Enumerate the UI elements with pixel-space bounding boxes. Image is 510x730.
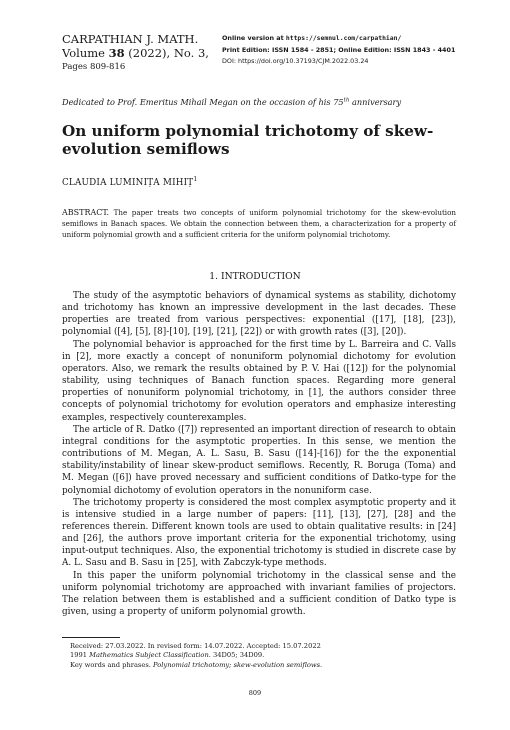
paragraph: The article of R. Datko ([7]) represented an important direction of research to obtain integral conditions for the asymptotic properties. In this sense, we mention the contributions of M. Megan, A. L. Sasu, B. Sasu ([14]-[16]) for the the exponential stability/instability of linear skew-product semiflows. Recently, R. Boruga (Toma) and M. Megan ([6]) have proved necessary and sufficient conditions of Datko-type for the polynomial dichotomy of evolution operators in the nonuniform case. (62, 424, 456, 496)
body-text (62, 290, 456, 618)
section-heading: 1. INTRODUCTION (209, 271, 301, 282)
abstract-label: ABSTRACT. (62, 208, 110, 217)
received-dates: Received: 27.03.2022. In revised form: 14.07.2022. Accepted: 15.07.2022 (70, 642, 321, 650)
author: CLAUDIA LUMINIȚA MIHIȚ$^1$ (62, 176, 198, 188)
journal-volume: Volume 38 (2022), No. 3, (62, 46, 209, 60)
journal-pages: Pages 809-816 (62, 62, 126, 72)
publication-info (222, 33, 455, 68)
keywords: Key words and phrases. Polynomial trichotomy; skew-evolution semiflows. (70, 660, 323, 669)
footnote-rule (62, 637, 120, 638)
paragraph: The study of the asymptotic behaviors of dynamical systems as stability, dichotomy and trichotomy has known an impressive development in the last decades. These properties are treated from various perspectives: exponential ([17], [18], [23]), polynomial ([4], [5], [8]-[10], [19], [21], [22]) or with growth rates ([3], [20]). (62, 291, 456, 338)
abstract-text: The paper treats two concepts of uniform polynomial trichotomy for the skew-evolution semiflows in Banach spaces. We obtain the connection between them, a characterization for a property of uniform polynomial growth and a sufficient criteria for the uniform polynomial trichotomy. (62, 208, 456, 239)
msc-classification: 1991 Mathematics Subject Classification. 34D05; 34D09. (70, 651, 265, 660)
doi[interactable]: DOI: https://doi.org/10.37193/CJM.2022.03.24 (222, 57, 369, 65)
dedication: Dedicated to Prof. Emeritus Mihail Megan on the occasion of his 75th anniversary (62, 97, 402, 107)
abstract (62, 207, 456, 240)
paragraph: The polynomial behavior is approached for the first time by L. Barreira and C. Valls in [2], more exactly a concept of nonuniform polynomial dichotomy for evolution operators. Also, we remark the results obtained by P. V. Hai ([12]) for the polynomial stability, using techniques of Banach function spaces. Regarding more general properties of nonuniform polynomial trichotomy, in [1], the authors consider three concepts of polynomial trichotomy for evolution operators and emphasize interesting examples, respectively counterexamples. (62, 339, 456, 423)
journal-info (62, 32, 209, 74)
online-url-link[interactable]: https://semnul.com/carpathian/ (285, 34, 402, 42)
paragraph: In this paper the uniform polynomial trichotomy in the classical sense and the uniform polynomial trichotomy are approached with invariant families of projectors. The relation between them is established and a sufficient condition of Datko type is given, using a property of uniform polynomial growth. (62, 570, 456, 618)
paper-title: On uniform polynomial trichotomy of skew-evolution semiflows (62, 122, 434, 158)
journal-name: CARPATHIAN J. MATH. (62, 32, 199, 46)
page-number: 809 (248, 689, 262, 697)
online-version: Online version at https://semnul.com/carpathian/ (222, 34, 402, 42)
paragraph: The trichotomy property is considered the most complex asymptotic property and it is intensive studied in a large number of papers: [11], [13], [27], [28] and the references therein. Different known tools are used to obtain qualitative results: in [24] and [26], the authors prove important criteria for the exponential trichotomy, using input-output techniques. Also, the exponential trichotomy is studied in discrete case by A. L. Sasu and B. Sasu in [25], with Zabczyk-type methods. (62, 497, 456, 569)
print-edition: Print Edition: ISSN 1584 - 2851; Online Edition: ISSN 1843 - 4401 (222, 45, 456, 54)
footnotes (70, 642, 322, 670)
